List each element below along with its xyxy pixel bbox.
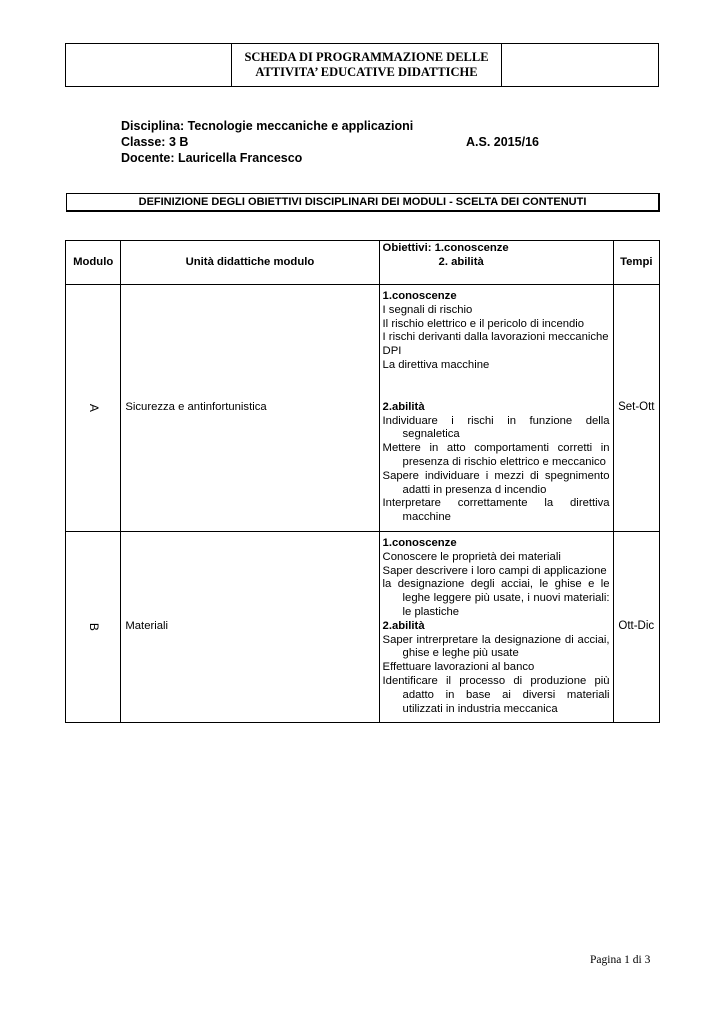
header-right-cell [502,44,658,86]
title-line-1: SCHEDA DI PROGRAMMAZIONE DELLE [244,50,489,64]
header-obiettivi-line1: Obiettivi: 1.conoscenze [382,242,509,254]
abilita-heading: 2.abilità [382,400,425,413]
conoscenze-heading: 1.conoscenze [382,536,457,549]
conoscenza-item: I segnali di rischio [382,303,473,316]
document-title [232,44,502,86]
abilita-item: Individuare i rischi in funzione della segnaletica [382,414,610,441]
programma-table [65,240,660,723]
table-row [66,531,660,722]
modulo-label: B [87,622,102,631]
abilita-item: Interpretare correttamente la direttiva macchine [382,497,610,524]
classe-text: Classe: 3 B [121,135,189,149]
abilita-item: Identificare il processo di produzione più adatto in base ai diversi materiali utilizzati in industria meccanica [382,674,610,715]
table-row [66,285,660,532]
docente-text: Docente: Lauricella Francesco [121,151,303,165]
header-box [65,43,659,87]
obiettivi-cell [379,531,613,722]
anno-scolastico-text: A.S. 2015/16 [466,135,539,149]
disciplina-text: Disciplina: Tecnologie meccaniche e applicazioni [121,119,414,133]
modulo-cell [66,285,121,532]
abilita-item: Sapere individuare i mezzi di spegnimento adatti in presenza d incendio [382,469,610,496]
conoscenza-item: La direttiva macchine [382,358,490,371]
header-obiettivi [379,241,613,285]
unita-cell: Sicurezza e antinfortunistica [121,285,379,532]
tempi-cell: Set-Ott [613,285,659,532]
abilita-item: Mettere in atto comportamenti corretti in presenza di rischio elettrico e meccanico [382,442,610,468]
course-info [121,118,541,166]
section-title: DEFINIZIONE DEGLI OBIETTIVI DISCIPLINARI DEI MODULI - SCELTA DEI CONTENUTI [66,193,660,212]
header-tempi: Tempi [613,241,659,285]
header-obiettivi-line2: 2. abilità [438,255,484,268]
abilita-heading: 2.abilità [382,619,425,632]
page-number: Pagina 1 di 3 [590,954,651,966]
abilita-item: Effettuare lavorazioni al banco [382,661,535,674]
modulo-label: A [87,403,102,412]
obiettivi-cell [379,285,613,532]
conoscenza-item: Saper descrivere i loro campi di applicazione [382,564,607,577]
conoscenza-item: DPI [382,345,402,358]
unita-cell: Materiali [121,531,379,722]
conoscenza-item: I rischi derivanti dalla lavorazioni meccaniche [382,331,609,344]
header-modulo: Modulo [66,241,121,285]
modulo-cell [66,531,121,722]
conoscenze-heading: 1.conoscenze [382,290,457,302]
header-unita: Unità didattiche modulo [121,241,379,285]
tempi-cell: Ott-Dic [613,531,659,722]
abilita-item: Saper intrerpretare la designazione di acciai, ghise e leghe più usate [382,633,610,660]
conoscenza-item: la designazione degli acciai, le ghise e le leghe leggere più usate, i nuovi materiali: le plastiche [382,578,610,618]
table-header-row [66,241,660,285]
header-left-cell [66,44,232,86]
title-line-2: ATTIVITA’ EDUCATIVE DIDATTICHE [255,65,478,79]
conoscenza-item: Conoscere le proprietà dei materiali [382,550,561,563]
conoscenza-item: Il rischio elettrico e il pericolo di incendio [382,317,585,330]
